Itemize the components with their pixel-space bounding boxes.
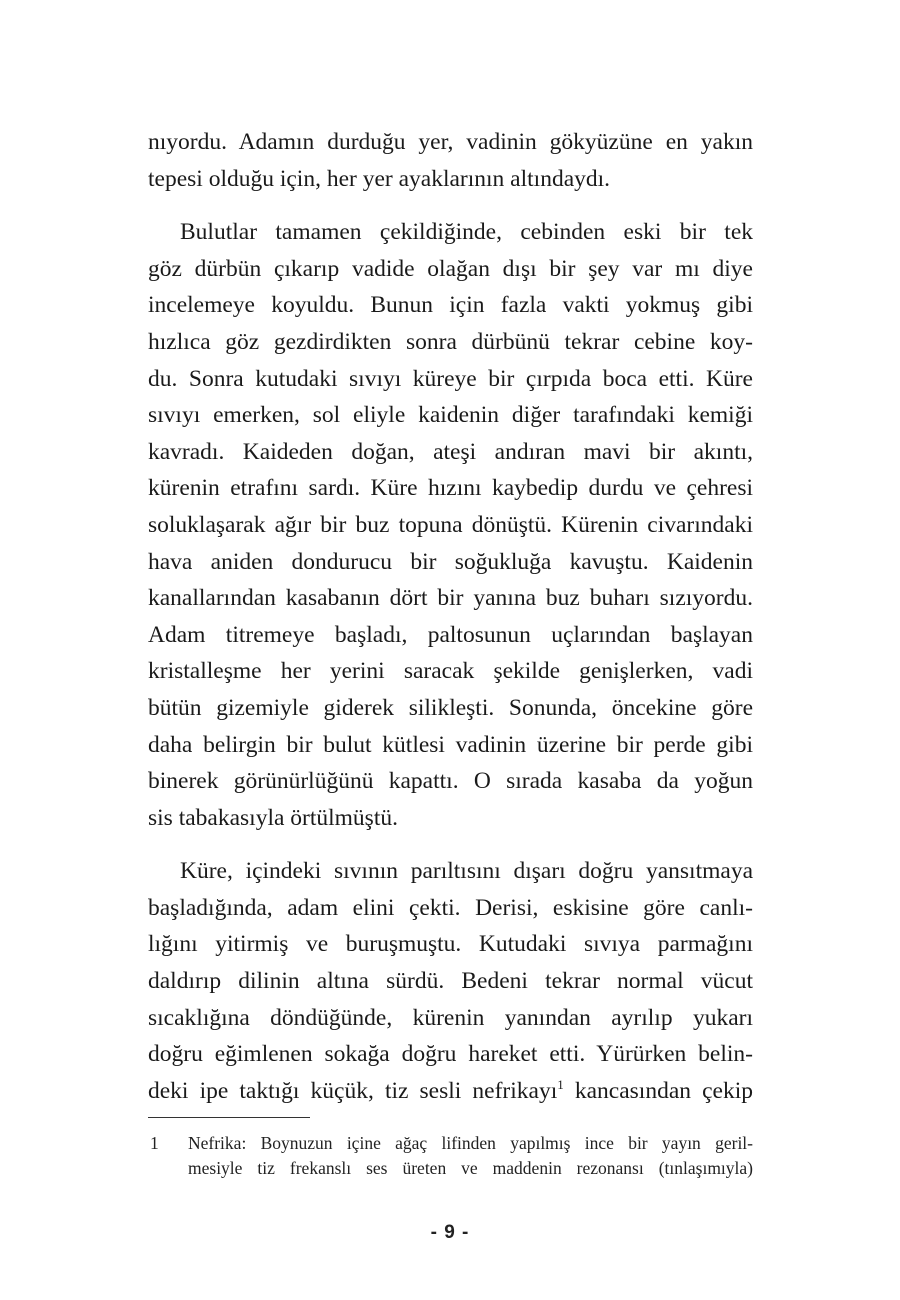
- text-line: göz dürbün çıkarıp vadide olağan dışı bir şey var mı diye: [148, 255, 753, 282]
- text-line: tepesi olduğu için, her yer ayaklarının altındaydı.: [148, 165, 611, 192]
- text-line: kristalleşme her yerini saracak şekilde genişlerken, vadi: [148, 658, 753, 685]
- text-line: incelemeye koyuldu. Bunun için fazla vakti yokmuş gibi: [148, 292, 753, 319]
- footnote-line: mesiyle tiz frekanslı ses üreten ve maddenin rezonansı (tınlaşımıyla): [188, 1157, 753, 1178]
- text-line: sis tabakasıyla örtülmüştü.: [148, 804, 398, 831]
- footnote-line: Nefrika: Boynuzun içine ağaç lifinden yapılmış ince bir yayın geril-: [188, 1133, 753, 1153]
- text-line: başladığında, adam elini çekti. Derisi, eskisine göre canlı-: [148, 894, 753, 921]
- text-line: sıvıyı emerken, sol eliyle kaidenin diğer tarafındaki kemiği: [148, 402, 753, 429]
- footnote-number: 1: [150, 1133, 159, 1153]
- text-line: nıyordu. Adamın durduğu yer, vadinin gökyüzüne en yakın: [148, 129, 753, 155]
- text-line: lığını yitirmiş ve buruşmuştu. Kutudaki sıvıya parmağını: [148, 931, 753, 958]
- text-line: Adam titremeye başladı, paltosunun uçlarından başlayan: [148, 621, 753, 648]
- text-line: doğru eğimlenen sokağa doğru hareket etti. Yürürken belin-: [148, 1041, 753, 1068]
- text-line: hava aniden dondurucu bir soğukluğa kavuştu. Kaidenin: [148, 548, 753, 575]
- footnote-separator: [148, 1117, 310, 1118]
- footnote-text: [188, 1131, 753, 1180]
- paragraph-2: [148, 214, 753, 836]
- page-number: - 9 -: [430, 1222, 470, 1243]
- text-fragment: deki ipe taktığı küçük, tiz sesli nefrikayı: [148, 1077, 558, 1104]
- text-line: kürenin etrafını sardı. Küre hızını kaybedip durdu ve çehresi: [148, 475, 753, 502]
- text-line: du. Sonra kutudaki sıvıyı küreye bir çırpıda boca etti. Küre: [148, 365, 753, 392]
- text-line: bütün gizemiyle giderek silikleşti. Sonunda, öncekine göre: [148, 694, 753, 721]
- footnote-reference[interactable]: 1: [557, 1077, 564, 1093]
- text-line: daha belirgin bir bulut kütlesi vadinin üzerine bir perde gibi: [148, 731, 753, 758]
- text-line: kanallarından kasabanın dört bir yanına buz buharı sızıyordu.: [148, 585, 753, 612]
- text-line: daldırıp dilinin altına sürdü. Bedeni tekrar normal vücut: [148, 968, 753, 995]
- text-line: Bulutlar tamamen çekildiğinde, cebinden eski bir tek: [180, 219, 753, 246]
- paragraph-1: [148, 124, 753, 197]
- text-fragment: kancasından çekip: [563, 1077, 753, 1104]
- text-line: Küre, içindeki sıvının parıltısını dışarı doğru yansıtmaya: [180, 858, 753, 885]
- paragraph-3: [148, 853, 753, 1109]
- body-text: [148, 124, 753, 1109]
- text-line: sıcaklığına döndüğünde, kürenin yanından ayrılıp yukarı: [148, 1004, 753, 1031]
- text-line: hızlıca göz gezdirdikten sonra dürbünü tekrar cebine koy-: [148, 328, 753, 355]
- text-line: soluklaşarak ağır bir buz topuna dönüştü. Kürenin civarındaki: [148, 511, 753, 538]
- text-line: binerek görünürlüğünü kapattı. O sırada kasaba da yoğun: [148, 768, 753, 795]
- text-line: kavradı. Kaideden doğan, ateşi andıran mavi bir akıntı,: [148, 438, 753, 465]
- text-line-with-footnote-ref: [148, 1073, 753, 1110]
